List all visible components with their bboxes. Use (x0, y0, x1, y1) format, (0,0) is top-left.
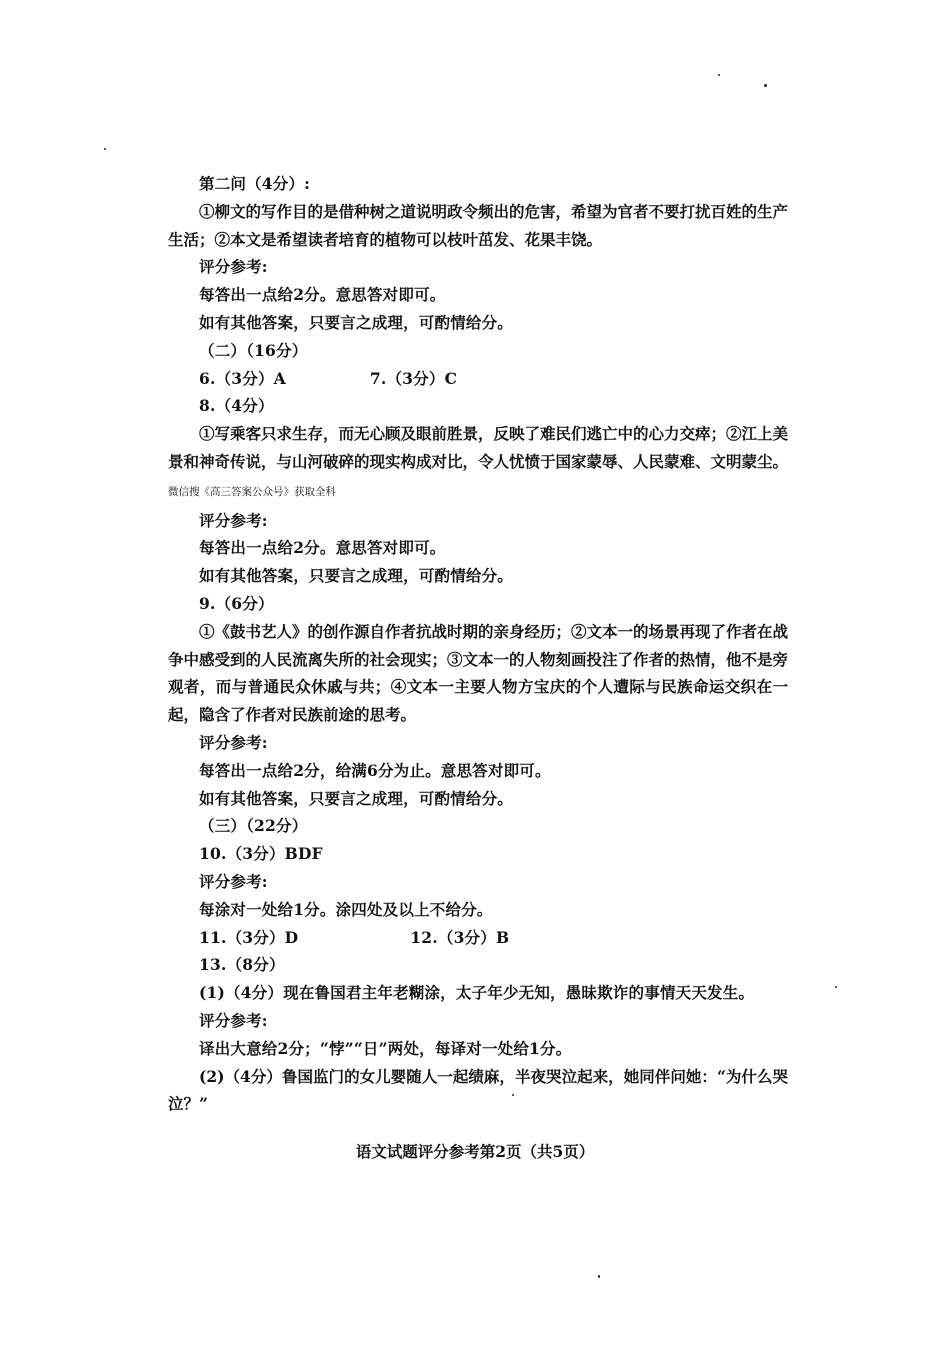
q12-answer: 12.（3分）B (410, 927, 510, 947)
q10-answer: 10.（3分）BDF (199, 844, 323, 864)
page-footer: 语文试题评分参考第2页（共5页） (355, 1142, 595, 1161)
scan-speck (598, 1275, 600, 1278)
scoring-rule: 每答出一点给2分。意思答对即可。 (199, 285, 446, 305)
q8-answer-block (168, 420, 788, 506)
other-answers-note: 如有其他答案，只要言之成理，可酌情给分。 (199, 312, 514, 332)
q2-header: 第二问（4分）: (199, 174, 311, 193)
q11-q12-row (168, 924, 788, 952)
q13-part1-answer: (1)（4分）现在鲁国君主年老糊涂，太子年少无知，愚昧欺诈的事情天天发生。 (199, 983, 755, 1003)
q7-answer: 7.（3分）C (369, 368, 458, 388)
scan-speck (835, 986, 837, 988)
other-answers-note: 如有其他答案，只要言之成理，可酌情给分。 (199, 788, 514, 808)
scan-speck (764, 84, 767, 87)
scoring-rule: 每涂对一处给1分。涂四处及以上不给分。 (199, 899, 493, 919)
scoring-rule: 每答出一点给2分。意思答对即可。 (199, 538, 446, 558)
q6-answer: 6.（3分）A (199, 368, 286, 388)
q8-answer: ①写乘客只求生存，而无心顾及眼前胜景，反映了难民们逃亡中的心力交瘁；②江上美景和神奇传说，与山河破碎的现实构成对比，令人忧愤于国家蒙辱、人民蒙难、文明蒙尘。 (168, 424, 789, 471)
q9-answer: ①《鼓书艺人》的创作源自作者抗战时期的亲身经历；②文本一的场景再现了作者在战争中感受到的人民流离失所的社会现实；③文本一的人物刻画投注了作者的热情，他不是旁观者，而与普通民众休戚与共；④文本一主要人物方宝庆的个人遭际与民族命运交织在一起，隐含了作者对民族前途的思考。 (168, 621, 789, 725)
scoring-reference-label: 评分参考: (199, 871, 268, 891)
scoring-rule: 译出大意给2分；“悖”“日”两处，每译对一处给1分。 (199, 1038, 572, 1058)
q2-answer: ①柳文的写作目的是借种树之道说明政令频出的危害，希望为官者不要打扰百姓的生产生活；②本文是希望读者培育的植物可以枝叶茁发、花果丰饶。 (168, 201, 789, 249)
answer-content (168, 170, 788, 1118)
section-2-header: （二）（16分） (199, 340, 308, 360)
q8-header: 8.（4分） (199, 396, 274, 416)
scoring-reference-label: 评分参考: (199, 1010, 268, 1030)
scoring-rule: 每答出一点给2分，给满6分为止。意思答对即可。 (199, 760, 551, 780)
q11-answer: 11.（3分）D (199, 927, 299, 947)
section-3-header: （三）（22分） (199, 816, 308, 836)
scoring-reference-label: 评分参考: (199, 257, 268, 277)
other-answers-note: 如有其他答案，只要言之成理，可酌情给分。 (199, 566, 514, 586)
q6-q7-row (168, 365, 788, 393)
scoring-reference-label: 评分参考: (199, 510, 268, 530)
q9-header: 9.（6分） (199, 593, 274, 613)
wechat-notice: 微信搜《高三答案公众号》获取全科 (168, 485, 336, 498)
scan-speck (718, 74, 720, 76)
scan-speck (104, 148, 106, 150)
q13-header: 13.（8分） (199, 955, 285, 975)
scoring-reference-label: 评分参考: (199, 732, 268, 752)
q13-part2-answer: (2)（4分）鲁国监门的女儿婴随人一起绩麻，半夜哭泣起来，她同伴问她：“为什么哭泣？” (168, 1066, 788, 1114)
